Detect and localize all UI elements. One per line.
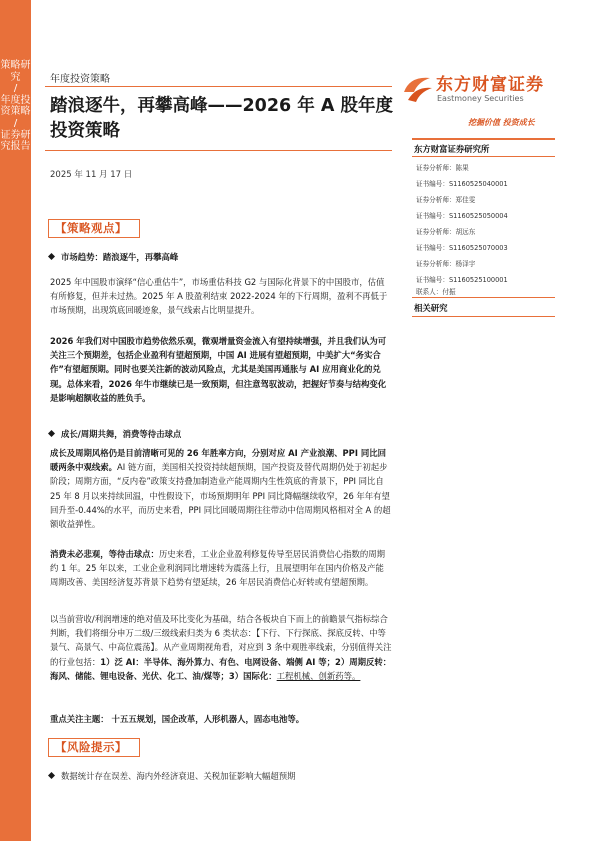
paragraph-text: 以当前营收/利润增速的绝对值及环比变化为基础，结合各板块自下而上的前瞻景气指标综合判断，我们将细分申万二级/三级线索归类为 6 类状态：【下行、下行探底、探底反转、中等景气、高景气、中高位震荡】。从产业周期视角看，对应到 3 条中观胜率线索，分别值得关注的行业包括：	[50, 614, 392, 667]
paragraph	[50, 275, 392, 318]
divider	[412, 316, 555, 317]
divider	[412, 138, 555, 140]
bullet-text: 数据统计存在误差、海内外经济衰退、关税加征影响大幅超预期	[61, 771, 296, 781]
brand-name-en: Eastmoney Securities	[437, 94, 524, 103]
diamond-bullet-icon	[48, 253, 55, 260]
analyst-line: 证书编号：S1160525040001	[416, 180, 508, 188]
brand-mark-icon	[400, 72, 434, 106]
side-line-3: 年度投资策略	[0, 94, 31, 118]
institute-name: 东方财富证券研究所	[414, 144, 490, 154]
risk-section-title: 【风险提示】	[48, 738, 140, 757]
paragraph-text: AI 链方面，美国相关投资持续超预期，国产投资及替代周期仍处于初起步阶段；周期方面，“反内卷”政策支持叠加制造业产能周期内生性筑底的背景下，PPI 同比自 25 年 8 月以来持续回温，中性假设下，市场预期明年 PPI 同比降幅继续收窄，26 年年有望回升至-0.44%的水平，而历史来看，PPI 同比回暖周期往往带动中信周期风格相对全 A 的超额收益弹性。	[50, 462, 391, 530]
strategy-section-title: 【策略观点】	[48, 219, 140, 238]
paragraph-emphasis: 1）泛 AI：半导体、海外算力、有色、电网设备、端侧 AI 等；2）周期反转：海风、储能、锂电设备、光伏、化工、油/煤等；3）国际化：	[50, 656, 392, 681]
bullet-market-trend	[48, 251, 178, 263]
paragraph-text: 重点关注主题： 十五五规划，国企改革，人形机器人，固态电池等。	[50, 714, 305, 724]
brand-name-cn: 东方财富证券	[436, 75, 544, 95]
paragraph-lead: 成长及周期风格仍是目前清晰可见的 26 年胜率方向，分别对应 AI 产业浪潮、PPI 同比回暖两条中观线索。	[50, 448, 386, 473]
analyst-line: 证券分析师：郑佳雯	[416, 196, 476, 204]
report-date: 2025 年 11 月 17 日	[50, 170, 133, 180]
analyst-line: 证书编号：S1160525050004	[416, 212, 508, 220]
divider	[412, 156, 555, 157]
paragraph-underlined: 工程机械、创新药等。	[276, 670, 361, 681]
contact-line: 联系人：付振	[416, 288, 456, 296]
side-line-5: 证券研究报告	[0, 129, 31, 153]
paragraph	[50, 712, 392, 726]
diamond-bullet-icon	[48, 772, 55, 779]
brand-logo	[400, 70, 560, 110]
paragraph	[50, 612, 392, 683]
analyst-line: 证券分析师：陈果	[416, 164, 469, 172]
report-category: 年度投资策略	[50, 74, 110, 85]
analyst-line: 证券分析师：胡远东	[416, 228, 476, 236]
side-line-4: /	[13, 117, 18, 129]
side-line-1: 策略研究	[0, 60, 31, 83]
diamond-bullet-icon	[48, 430, 55, 437]
paragraph	[50, 334, 392, 405]
paragraph-lead: 消费未必悲观，等待击球点：	[50, 549, 159, 559]
report-title: 踏浪逐牛，再攀高峰——2026 年 A 股年度投资策略	[50, 96, 394, 141]
related-research-heading: 相关研究	[414, 303, 448, 313]
side-line-2: /	[13, 83, 18, 95]
bullet-risk	[48, 770, 296, 782]
side-category-label	[0, 60, 31, 153]
paragraph-text: 2025 年中国股市演绎“信心重估牛”，市场重估科技 G2 与国际化背景下的中国股市，估值有所修复，但并未过热。2025 年 A 股盈利结束 2022-2024 年的下行周期，盈利不再低于市场预期，出现筑底回暖迹象，景气线索占比明显提升。	[50, 277, 388, 316]
paragraph	[50, 547, 392, 590]
paragraph	[50, 446, 392, 531]
analyst-line: 证书编号：S1160525100001	[416, 276, 508, 284]
divider	[45, 150, 392, 151]
paragraph-text: 2026 年我们对中国股市趋势依然乐观，微观增量资金流入有望持续增强，并且我们认为可关注三个预期差，包括企业盈利有望超预期，中国 AI 进展有望超预期，中美扩大“务实合作”有望超预期。同时也要关注新的波动风险点，尤其是美国再通胀与 AI 应用商业化的兑现。总体来看，2026 年牛市继续已是一致预期，但注意驾驭波动，把握好节奏与结构变化是影响超额收益的胜负手。	[50, 336, 387, 403]
bullet-text: 市场趋势：踏浪逐牛，再攀高峰	[61, 252, 179, 262]
divider	[45, 86, 392, 87]
analyst-line: 证券分析师：杨泽宇	[416, 260, 476, 268]
bullet-text: 成长/周期共舞，消费等待击球点	[61, 429, 182, 439]
bullet-growth-cycle	[48, 428, 181, 440]
brand-slogan: 挖掘价值 投资成长	[468, 118, 535, 127]
divider	[412, 297, 555, 298]
paragraph-text: 历史来看，工业企业盈利修复传导至居民消费信心指数的周期约 1 年。25 年以来，工业企业利润同比增速转为震荡上行，且展望明年在国内价格及产能周期改善、美国经济复苏背景下趋势有望延续，26 年居民消费信心好转或有望超预期。	[50, 549, 385, 588]
analyst-line: 证书编号：S1160525070003	[416, 244, 508, 252]
